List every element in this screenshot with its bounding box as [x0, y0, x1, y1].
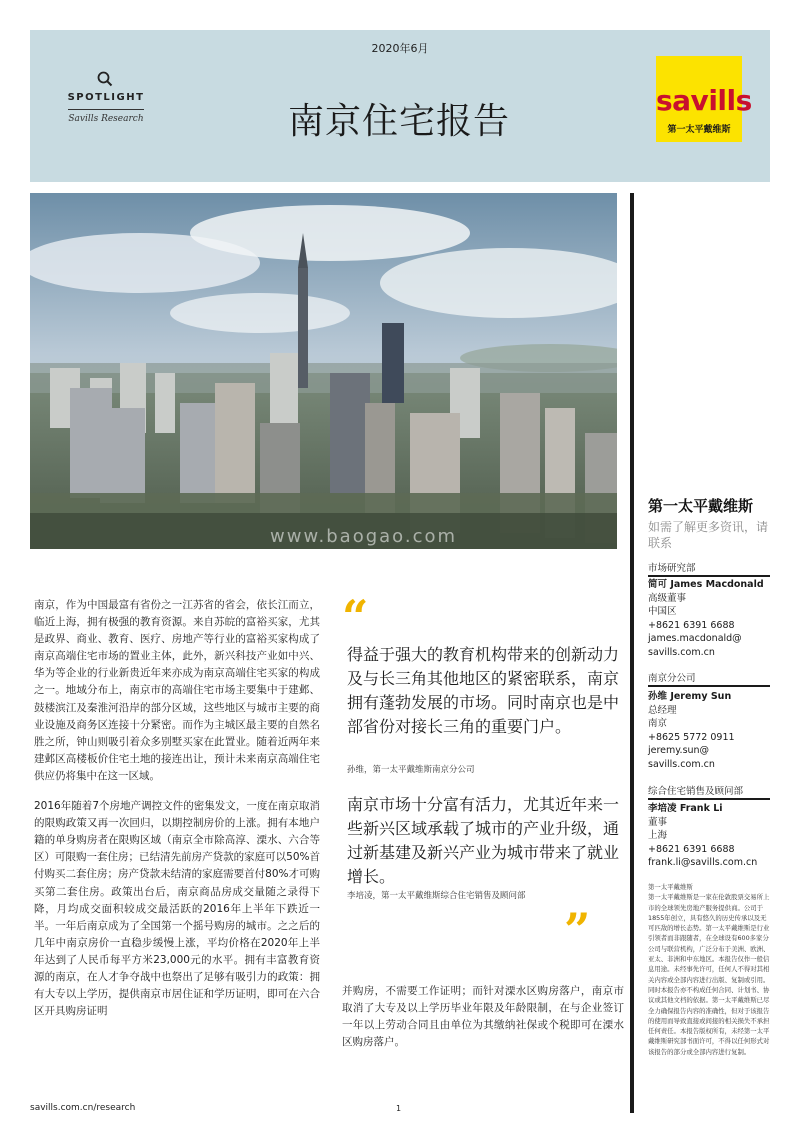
contact-name-en: Frank Li — [679, 803, 723, 814]
contact-role: 总经理 — [648, 704, 677, 716]
contact-name-cn: 李培凌 — [648, 803, 677, 814]
contact-region: 上海 — [648, 830, 668, 841]
pull-quote: 得益于强大的教育机构带来的创新动力及与长三角其他地区的紧密联系，南京拥有蓬勃发展的市场。同时南京也是中部省份对接长三角的重要门户。 — [347, 645, 620, 736]
contact-name — [648, 578, 776, 592]
quote-close-icon: ” — [564, 903, 591, 957]
page-title: 南京住宅报告 — [288, 101, 511, 142]
contact-card — [648, 690, 776, 771]
logo-chinese-name: 第一太平戴维斯 — [667, 125, 731, 135]
contact-email[interactable]: jeremy.sun@ — [648, 745, 710, 756]
page-number: 1 — [396, 1104, 402, 1113]
contact-region: 中国区 — [648, 606, 677, 617]
section-label-nanjing-branch: 南京分公司 — [648, 673, 696, 684]
body-text-left — [34, 597, 320, 1033]
footer-link[interactable]: savills.com.cn/research — [30, 1103, 136, 1113]
report-date: 2020年6月 — [371, 42, 429, 55]
contact-role: 高级董事 — [648, 592, 687, 604]
contact-email-domain[interactable]: savills.com.cn — [648, 758, 715, 770]
contact-name-en: Jeremy Sun — [670, 691, 732, 702]
sidebar-heading: 第一太平戴维斯 — [648, 497, 754, 515]
section-label-residential: 综合住宅销售及顾问部 — [648, 786, 744, 797]
contact-email[interactable]: james.macdonald@ — [648, 633, 742, 644]
quote-open-icon: “ — [342, 590, 369, 644]
contact-email-domain[interactable]: savills.com.cn — [648, 646, 715, 658]
sidebar-subheading: 如需了解更多资讯，请联系 — [648, 520, 769, 550]
body-paragraph: 2016年随着7个房地产调控文件的密集发文，一度在南京取消的限购政策又再一次回归，以期控制房价的上涨。拥有本地户籍的单身购房者在限购区域（南京全市除高淳、溧水、六合等区）可限购一套住房；已结清先前房产贷款的家庭可以50%首付购买二套住房；房产贷款未结清的家庭需要首付80%才可购买第二套住房。政策出台后，南京商品房成交量随之录得下降，月均成交面积较成交最活跃的2016年上半年下跌近一半。一年后南京成为了全国第一个摇号购房的城市。之之后的几年中南京房价一直稳步缓慢上涨，平均价格在2020年上半年达到了人民币每平方米23,000元的水平。拥有丰富教育资源的南京，在人才争夺战中也祭出了足够有吸引力的政策：拥有大专以上学历，提供南京市居住证和学历证明，即可在六合区开具购房证明 — [34, 800, 320, 1018]
savills-logo — [656, 56, 752, 142]
contact-card — [648, 802, 776, 870]
logo-wordmark: savills — [656, 84, 752, 117]
contact-card — [648, 578, 776, 659]
disclaimer-text: 第一太平戴维斯 第一太平戴维斯是一家在伦敦股票交易所上市的全球领先房地产服务提供商。公司于1855年创立，具有悠久的历史传承以及无可匹敌的增长态势。第一太平戴维斯是行业引领者而非跟随者，在全球设有600多家分公司与联营机构，广泛分布于美洲、欧洲、亚太、非洲和中东地区。本报告仅作一般信息用途。未经事先许可，任何人不得对其相关内容或全部内容进行出版、复制或引用。同时本报告亦不构成任何合同、计划书、协议或其他文档的依据。第一太平戴维斯已尽全力确保报告内容的准确性，但对于该报告的使用而导致直接或间接的相关损失不承担任何责任。本报告版权所有，未经第一太平戴维斯研究部书面许可，不得以任何形式对该报告的部分或全部内容进行复制。 — [648, 883, 770, 1056]
pull-quote: 南京市场十分富有活力，尤其近年来一些新兴区域承载了城市的产业升级，通过新基建及新兴产业为城市带来了就业增长。 — [347, 795, 620, 886]
quote-attribution: 李培凌，第一太平戴维斯综合住宅销售及顾问部 — [347, 891, 526, 901]
contact-phone[interactable]: +8621 6391 6688 — [648, 619, 735, 631]
contact-region: 南京 — [648, 718, 668, 729]
nanjing-skyline-photo — [30, 193, 617, 549]
section-divider — [648, 798, 770, 800]
body-text-right: 并购房，不需要工作证明；而针对溧水区购房落户，南京市取消了大专及以上学历毕业年限及年龄限制，在与企业签订一年以上劳动合同且由单位为其缴纳社保或个税即可在溧水区购房落户。 — [342, 985, 624, 1049]
report-header — [30, 30, 770, 182]
quote-attribution: 孙维，第一太平戴维斯南京分公司 — [347, 765, 475, 775]
sidebar-divider — [630, 193, 634, 1113]
contact-name-en: James Macdonald — [670, 579, 764, 590]
contact-phone[interactable]: +8621 6391 6688 — [648, 843, 735, 855]
contact-name — [648, 802, 776, 816]
section-divider — [648, 685, 770, 687]
section-divider — [648, 575, 770, 577]
watermark: www.baogao.com — [270, 526, 458, 547]
section-label-research: 市场研究部 — [648, 563, 696, 574]
contact-email[interactable]: frank.li@savills.com.cn — [648, 857, 758, 868]
contact-name-cn: 简可 — [648, 579, 668, 590]
body-paragraph: 南京，作为中国最富有省份之一江苏省的省会，依长江而立，临近上海，拥有极强的教育资源。来自苏皖的富裕买家，尤其是政界、商业、教育、医疗、房地产等行业的富裕买家构成了南京高端住宅市场的置业主体，此外，新兴科技产业如中兴、华为等企业的行业新贵近年来亦成为南京高端住宅买家的构成之一。地域分布上，南京市的高端住宅市场主要集中于建邺、鼓楼滨江及秦淮河沿岸的部分区域，这些地区与城市主要的商业设施及商务区连接十分紧密。而作为主城区最主要的自然名胜之所，钟山则吸引着众多别墅买家在此置业。随着近两年来建邺区高楼板价住宅土地的接连出让，预计未来南京高端住宅供应仍将集中在这一区域。 — [34, 599, 320, 782]
search-icon — [96, 70, 114, 92]
contact-name-cn: 孙维 — [648, 691, 668, 702]
spotlight-subtitle: Savills Research — [68, 114, 144, 124]
contact-role: 董事 — [648, 816, 668, 828]
spotlight-label: SPOTLIGHT — [67, 92, 145, 103]
spotlight-divider — [68, 109, 144, 110]
contact-phone[interactable]: +8625 5772 0911 — [648, 731, 735, 743]
contact-name — [648, 690, 776, 704]
